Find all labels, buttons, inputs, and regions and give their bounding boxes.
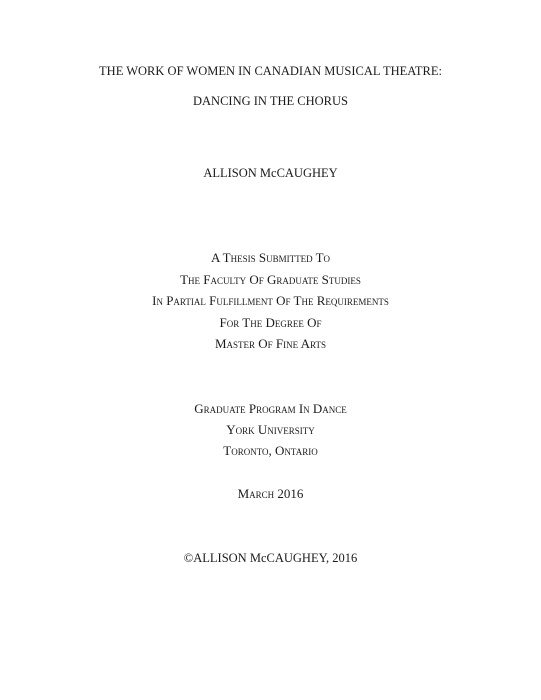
submission-line-2: The Faculty Of Graduate Studies: [180, 272, 361, 287]
submission-line-1: A Thesis Submitted To: [210, 250, 331, 265]
university-location: Toronto, Ontario: [223, 443, 318, 458]
program-name: Graduate Program In Dance: [194, 401, 347, 416]
author-name: ALLISON McCAUGHEY: [203, 166, 338, 180]
submission-date: March 2016: [237, 486, 304, 501]
submission-line-4: For The Degree Of: [219, 315, 322, 330]
thesis-title-line-1: THE WORK OF WOMEN IN CANADIAN MUSICAL THEATRE:: [99, 64, 442, 78]
copyright-notice: ©ALLISON McCAUGHEY, 2016: [183, 551, 358, 565]
submission-line-3: In Partial Fulfillment Of The Requirements: [152, 293, 389, 308]
thesis-title-line-2: DANCING IN THE CHORUS: [193, 94, 348, 108]
submission-line-5: Master Of Fine Arts: [214, 336, 327, 351]
university-name: York University: [226, 422, 315, 437]
